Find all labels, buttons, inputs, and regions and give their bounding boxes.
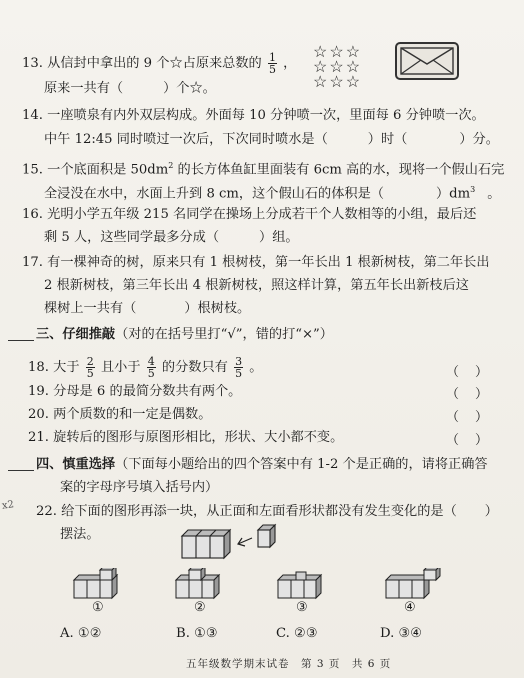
bracket-close: ）	[475, 387, 489, 402]
stars-row-1: ☆☆☆	[313, 42, 363, 61]
q15-line1-b: 的长方体鱼缸里面装有 6cm 高的水，现将一个假山石完	[173, 162, 505, 178]
q18-c: 的分数只有	[161, 360, 228, 375]
q14-line2-c: ）分。	[459, 132, 499, 147]
q17-line2: 2 根新树枝，第三年长出 4 根新树枝，照这样计算，第五年长出新枝后这	[44, 278, 469, 293]
q15-line2	[44, 181, 500, 203]
sec3-score-line	[8, 340, 34, 341]
stars-row-2: ☆☆☆	[313, 57, 363, 76]
q19-answer-bracket[interactable]	[446, 383, 488, 402]
q13-line2-a: 原来一共有（	[44, 81, 124, 96]
section-3-title: 三、仔细推敲	[36, 327, 116, 342]
option-figure-4	[384, 568, 446, 600]
q13-frac-num: 1	[268, 51, 276, 64]
section-4-title: 四、慎重选择	[36, 457, 116, 472]
q13-comma: ，	[283, 56, 297, 71]
q22-line1	[36, 503, 498, 521]
q15-line2-b: ）dm	[435, 186, 471, 202]
bracket-open: （	[446, 410, 460, 425]
q13-line2	[44, 80, 216, 98]
q18-frac-2	[147, 356, 156, 379]
q21-line: 21. 旋转后的图形与原图形相比，形状、大小都不变。	[28, 430, 344, 445]
q13-fraction	[268, 52, 277, 75]
option-figure-2	[174, 568, 234, 600]
answer-option-a[interactable]: A. ①②	[60, 626, 102, 641]
q18-line	[28, 356, 262, 379]
q13-line2-b: ）个☆。	[163, 81, 216, 96]
star-group	[313, 44, 362, 89]
q17-line3-a: 棵树上一共有（	[44, 301, 137, 316]
option-label-4: ④	[404, 600, 416, 615]
q14-line2-b: ）时（	[367, 132, 408, 147]
q20-answer-bracket[interactable]	[446, 406, 488, 425]
q18-f1-num: 2	[86, 355, 94, 368]
stars-row-3: ☆☆☆	[313, 72, 363, 91]
section-4-desc-1: （下面每小题给出的四个答案中有 1-2 个是正确的，请将正确答	[115, 457, 488, 472]
q18-f2-num: 4	[147, 355, 155, 368]
section-3-desc: （对的在括号里打“√”，错的打“×”）	[115, 327, 333, 342]
q18-b: 且小于	[100, 360, 141, 375]
answer-option-d[interactable]: D. ③④	[380, 626, 423, 641]
q19-line: 19. 分母是 6 的最简分数共有两个。	[28, 384, 242, 399]
section-3-heading	[36, 326, 333, 344]
q14-line2-a: 中午 12:45 同时喷过一次后，下次同时喷水是（	[44, 132, 328, 147]
option-label-1: ①	[92, 600, 104, 615]
bracket-close: ）	[475, 433, 489, 448]
q16-line2-b: ）组。	[259, 230, 299, 245]
q18-answer-bracket[interactable]	[446, 361, 488, 380]
q14-line1: 14. 一座喷泉有内外双层构成。外面每 10 分钟喷一次，里面每 6 分钟喷一次。	[22, 108, 485, 123]
q21-answer-bracket[interactable]	[446, 429, 488, 448]
q18-f1-den: 5	[86, 367, 94, 380]
q18-f2-den: 5	[147, 367, 155, 380]
envelope-icon	[395, 42, 459, 80]
q22-line1-b: ）	[484, 504, 498, 519]
option-label-2: ②	[194, 600, 206, 615]
q17-line1: 17. 有一棵神奇的树，原来只有 1 根树枝，第一年长出 1 根新树枝，第二年长出	[22, 255, 490, 270]
q15-line1-a: 15. 一个底面积是 50dm	[22, 162, 169, 178]
q16-line2-a: 剩 5 人，这些同学最多分成（	[44, 230, 220, 245]
q18-f3-den: 5	[235, 367, 243, 380]
section-4-desc-2: 案的字母序号填入括号内）	[60, 480, 219, 495]
bracket-close: ）	[475, 365, 489, 380]
q22-line1-text: 22. 给下面的图形再添一块，从正面和左面看形状都没有发生变化的是（	[36, 504, 457, 519]
q15-sup2: 3	[470, 185, 476, 194]
option-label-3: ③	[296, 600, 308, 615]
page-footer: 五年级数学期末试卷 第 3 页 共 6 页	[186, 658, 392, 670]
q13-line1	[22, 52, 296, 75]
q18-f3-num: 3	[235, 355, 243, 368]
sec4-score-line	[8, 470, 34, 471]
bracket-open: （	[446, 387, 460, 402]
option-figure-1	[72, 568, 132, 600]
bracket-open: （	[446, 433, 460, 448]
q13-frac-den: 5	[268, 63, 276, 76]
q13-text: 13. 从信封中拿出的 9 个☆占原来总数的	[22, 56, 262, 71]
bracket-close: ）	[475, 410, 489, 425]
q15-line2-c: 。	[487, 186, 501, 202]
handwritten-margin-note: x2	[1, 499, 15, 512]
q22-base-figure	[180, 522, 290, 562]
answer-option-c[interactable]: C. ②③	[276, 626, 318, 641]
q16-line1: 16. 光明小学五年级 215 名同学在操场上分成若干个人数相等的小组，最后还	[22, 207, 477, 222]
q14-line2	[44, 131, 499, 149]
q15-line1	[22, 157, 504, 179]
q15-sup1: 2	[168, 161, 174, 170]
bracket-open: （	[446, 365, 460, 380]
q22-line2: 摆法。	[60, 527, 100, 542]
q16-line2	[44, 229, 299, 247]
q18-a: 18. 大于	[28, 360, 80, 375]
q20-line: 20. 两个质数的和一定是偶数。	[28, 407, 212, 422]
q18-frac-1	[86, 356, 95, 379]
answer-option-b[interactable]: B. ①③	[176, 626, 218, 641]
option-figure-3	[276, 568, 336, 600]
q17-line3	[44, 300, 250, 318]
q18-d: 。	[249, 360, 263, 375]
q15-line2-a: 全浸没在水中，水面上升到 8 cm，这个假山石的体积是（	[44, 186, 384, 202]
section-4-heading	[36, 456, 488, 474]
q17-line3-b: ）根树枝。	[184, 301, 251, 316]
q18-frac-3	[234, 356, 243, 379]
